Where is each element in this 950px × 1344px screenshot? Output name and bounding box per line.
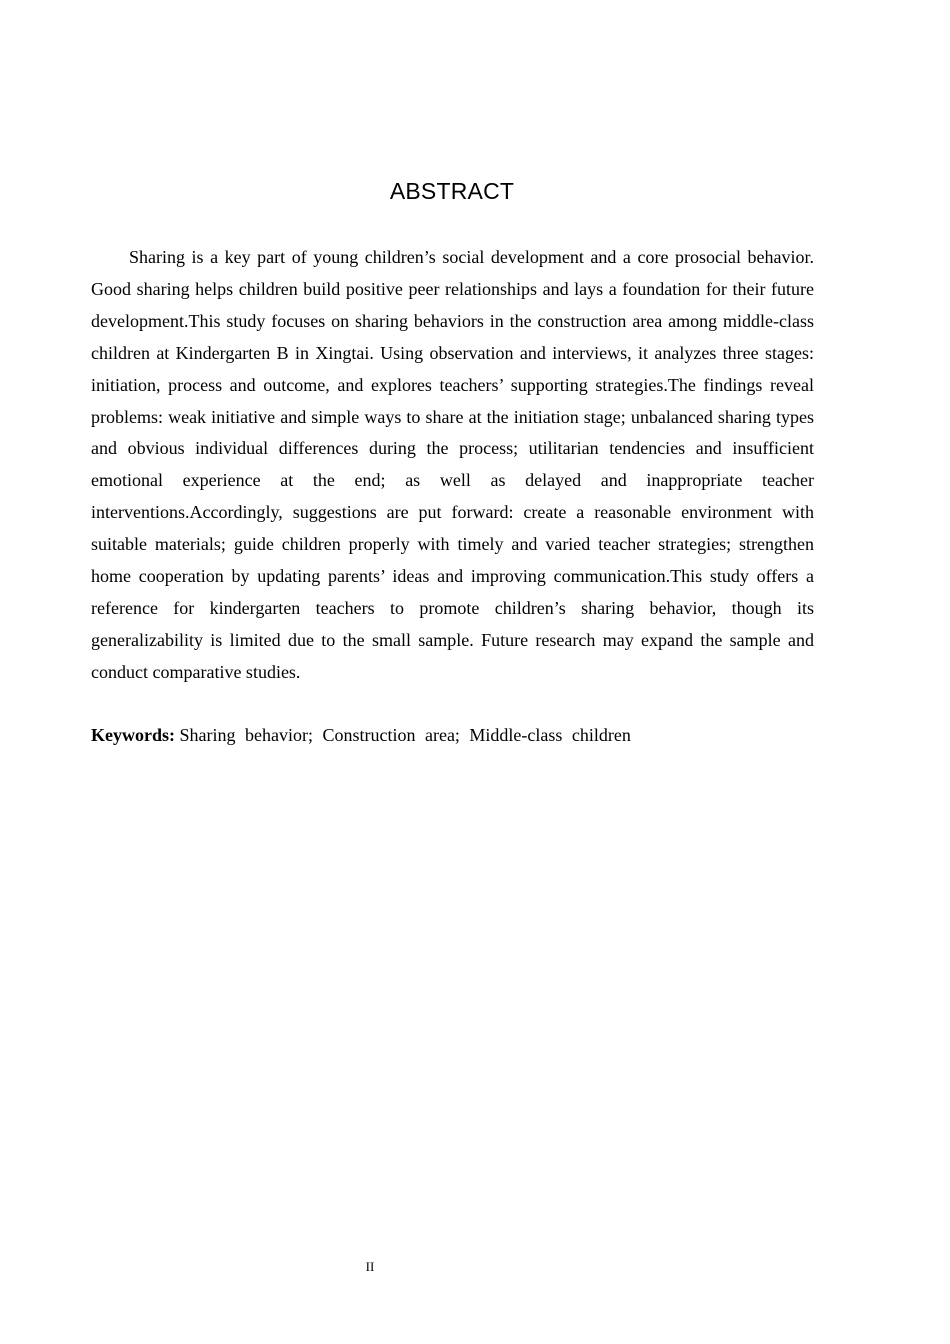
keywords-text: Sharing behavior; Construction area; Middle-class children [179, 725, 631, 745]
abstract-title: ABSTRACT [389, 178, 515, 204]
abstract-body: Sharing is a key part of young children’s social development and a core prosocial behavior. Good sharing helps children build positive peer relationships and lays a foundation for their future development.This study focuses on sharing behaviors in the construction area among middle-class children at Kindergarten B in Xingtai. Using observation and interviews, it analyzes three stages: initiation, process and outcome, and explores teachers’ supporting strategies.The findings reveal problems: weak initiative and simple ways to share at the initiation stage; unbalanced sharing types and obvious individual differences during the process; utilitarian tendencies and insufficient emotional experience at the end; as well as delayed and inappropriate teacher interventions.Accordingly, suggestions are put forward: create a reasonable environment with suitable materials; guide children properly with timely and varied teacher strategies; strengthen home cooperation by updating parents’ ideas and improving communication.This study offers a reference for kindergarten teachers to promote children’s sharing behavior, though its generalizability is limited due to the small sample. Future research may expand the sample and conduct comparative studies. [91, 247, 814, 682]
page-number: II [365, 1259, 375, 1274]
keywords-label: Keywords: [91, 725, 175, 745]
keywords-line [91, 720, 814, 752]
